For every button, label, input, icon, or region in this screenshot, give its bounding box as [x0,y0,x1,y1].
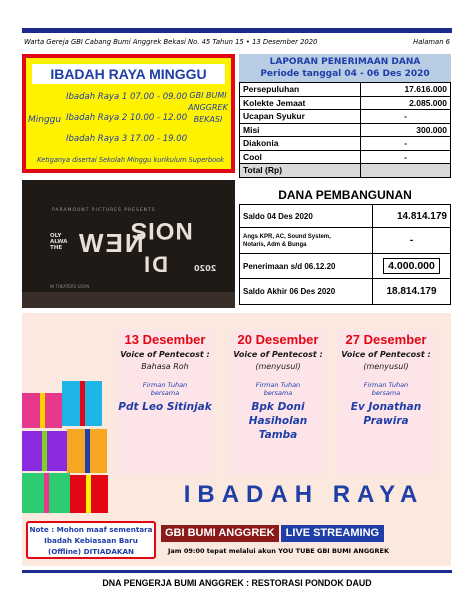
table-row [240,123,451,137]
dana-title: DANA PEMBANGUNAN [278,188,412,202]
table-row [240,205,451,228]
card-20-desember [230,330,326,474]
gbi-bumi-anggrek-label [188,90,228,126]
row-value: - [373,228,451,254]
tagline-line: THE [50,245,63,251]
table-row [240,228,451,254]
card-firman [230,381,326,397]
ibadah-schedule [66,87,202,150]
row-value: - [361,110,451,124]
ibadah-row: Ibadah Raya 1 07.00 - 09.00 [66,92,188,102]
ibadah-row: Ibadah Raya 3 17.00 - 19.00 [66,134,188,144]
top-rule [22,28,452,33]
card-speaker [338,400,434,428]
card-firman [338,381,434,397]
row-label: Ucapan Syukur [240,110,361,124]
ibadah-minggu-label: Minggu [28,115,62,125]
row-label [240,228,373,254]
gbi-line: GBI BUMI [189,91,227,100]
table-row-total [240,164,451,178]
speaker-line: Hasiholan [248,415,308,427]
speaker-line: Bpk Doni [251,401,305,413]
dana-table [239,204,451,305]
movie-credit: PARAMOUNT PICTURES PRESENTS [52,208,156,213]
movie-bottom-credit: IN THEATERS SOON [50,284,90,289]
row-value [373,254,451,279]
row-value: 17.616.000 [361,83,451,97]
gbi-line: ANGGREK [188,103,228,112]
card-firman [117,381,213,397]
live-streaming-banner [161,525,384,542]
table-row [240,150,451,164]
stream-church-name: GBI BUMI ANGGREK [161,525,279,542]
row-value: - [361,150,451,164]
laporan-header [239,54,451,82]
speaker-line: Pdt Leo Sitinjak [118,401,212,413]
speaker-line: Prawira [363,415,409,427]
movie-title-di: DI [142,252,168,277]
firman-line: Firman Tuhan [142,381,188,389]
movie-title-new: NEW [77,228,144,258]
card-date: 27 Desember [345,332,427,347]
note-line: Ibadah Kebiasaan Baru [44,536,138,545]
ibadah-title: IBADAH RAYA MINGGU [32,64,225,84]
speaker-line: Ev Jonathan [350,401,422,413]
offline-note-box [26,521,156,559]
laporan-title: LAPORAN PENERIMAAN DANA [269,57,421,67]
movie-year: 2020 [194,264,217,273]
card-vop: Voice of Pentecost : [233,350,323,359]
stream-label: LIVE STREAMING [281,525,385,542]
firman-line: Firman Tuhan [363,381,409,389]
row-label: Persepuluhan [240,83,361,97]
table-row [240,137,451,151]
table-row [240,110,451,124]
card-date: 20 Desember [237,332,319,347]
tagline-line: OLY [50,233,62,239]
dana-pembangunan [239,186,451,305]
angs-line: Notaris, Adm & Bunga [243,241,307,248]
ibadah-raya-poster [22,313,451,566]
row-value: 2.085.000 [361,96,451,110]
page-header [22,37,452,49]
card-13-desember [117,330,213,474]
row-label: Kolekte Jemaat [240,96,361,110]
ibadah-note: Ketiganya disertai Sekolah Minggu kurikulum Superbook [37,156,224,164]
ibadah-row: Ibadah Raya 2 10.00 - 12.00 [66,113,188,123]
table-row [240,83,451,97]
card-subject: (menyusul) [255,362,301,371]
laporan-table [239,82,451,178]
page-footer: DNA PENGERJA BUMI ANGGREK : RESTORASI PONDOK DAUD [102,578,372,588]
tagline-line: ALWA [50,239,68,245]
row-label: Diakonia [240,137,361,151]
row-value: 14.814.179 [373,205,451,228]
firman-line: bersama [263,389,293,397]
row-value: - [361,137,451,151]
movie-tagline [50,233,67,251]
speaker-line: Tamba [258,429,298,441]
row-label: Misi [240,123,361,137]
bottom-rule [22,570,452,573]
card-subject: Bahasa Roh [141,362,189,371]
movie-bottom-bar [22,292,235,308]
ibadah-raya-minggu-box [22,54,235,173]
card-27-desember [338,330,434,474]
table-row [240,254,451,279]
gbi-line: BEKASI [193,115,223,124]
angs-line: Angs KPR, AC, Sound System, [243,233,331,240]
note-line: Note : Mohon maaf sementara [29,525,153,534]
table-row [240,96,451,110]
card-vop: Voice of Pentecost : [120,350,210,359]
header-page-number: Halaman 6 [413,38,450,46]
row-label: Cool [240,150,361,164]
firman-line: bersama [150,389,180,397]
firman-line: bersama [371,389,401,397]
row-label: Total (Rp) [240,164,361,178]
row-label: Penerimaan s/d 06.12.20 [240,254,373,279]
movie-poster-image [22,180,235,308]
laporan-penerimaan-dana [239,54,451,178]
card-vop: Voice of Pentecost : [341,350,431,359]
card-subject: (menyusul) [363,362,409,371]
laporan-period: Periode tanggal 04 - 06 Des 2020 [260,69,430,79]
row-label: Saldo Akhir 06 Des 2020 [240,279,373,305]
row-value: 300.000 [361,123,451,137]
gift-boxes-illustration [22,363,112,513]
card-speaker [117,400,213,414]
card-date: 13 Desember [124,332,206,347]
movie-title-mirror: NOIS [130,217,193,244]
firman-line: Firman Tuhan [255,381,301,389]
penerimaan-value: 4.000.000 [383,258,440,274]
row-label: Saldo 04 Des 2020 [240,205,373,228]
card-speaker [230,400,326,442]
table-row [240,279,451,305]
ibadah-raya-heading: IBADAH RAYA [183,481,425,508]
row-value [361,164,451,178]
note-line: (Offline) DITIADAKAN [47,547,135,556]
header-publication: Warta Gereja GBI Cabang Bumi Anggrek Bekasi No. 45 Tahun 15 • 13 Desember 2020 [24,38,318,46]
row-value: 18.814.179 [373,279,451,305]
stream-time: Jam 09:00 tepat melalui akun YOU TUBE GBI BUMI ANGGREK [168,547,389,555]
